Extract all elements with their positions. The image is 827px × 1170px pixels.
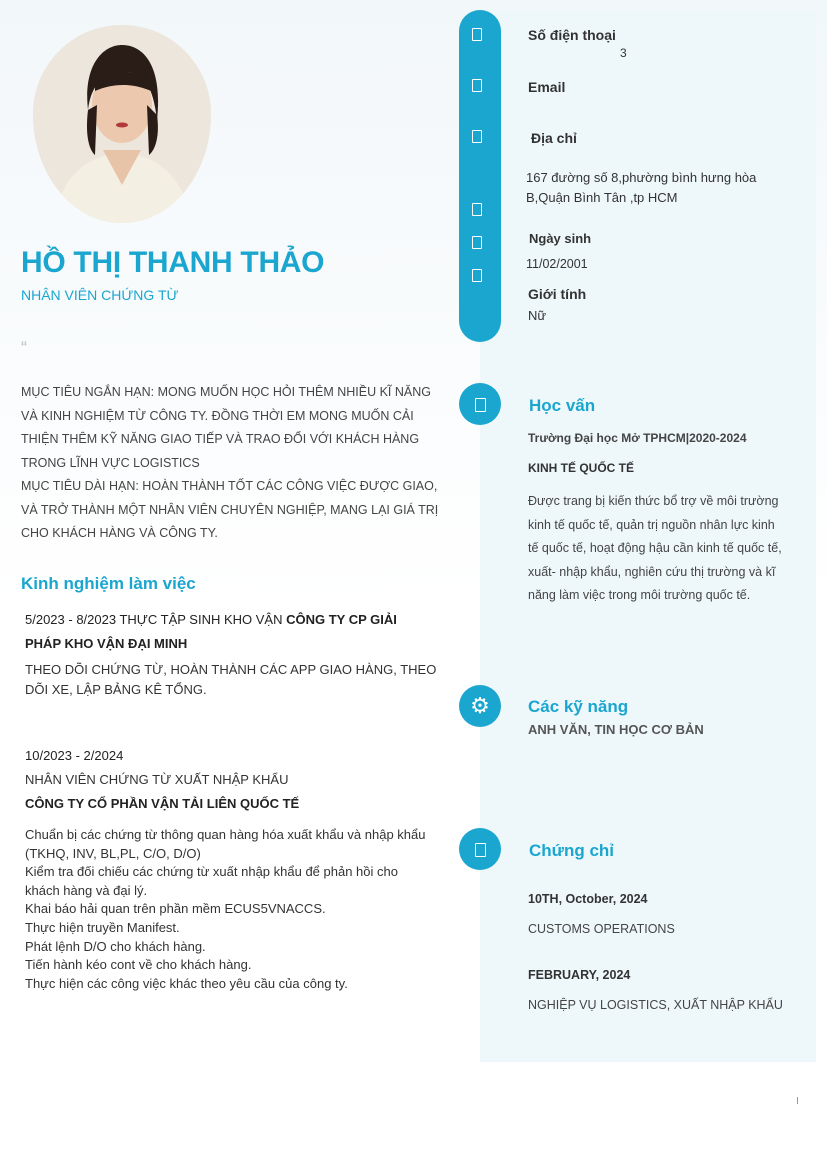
certificates-title: Chứng chỉ bbox=[529, 841, 615, 860]
job2-task: Khai báo hải quan trên phần mềm ECUS5VNACCS. bbox=[25, 901, 326, 917]
job2-task: Kiểm tra đối chiếu các chứng từ xuất nhập khẩu để phản hồi cho bbox=[25, 864, 398, 880]
birthday-icon bbox=[468, 233, 486, 251]
certificate-icon bbox=[459, 828, 501, 870]
phone-label: Số điện thoại bbox=[528, 27, 616, 43]
job2-task: Thực hiện truyền Manifest. bbox=[25, 919, 180, 935]
dob-label: Ngày sinh bbox=[529, 231, 592, 246]
skills-value: ANH VĂN, TIN HỌC CƠ BẢN bbox=[528, 722, 704, 737]
certificate-1-date: 10TH, October, 2024 bbox=[528, 892, 648, 906]
education-line: xuất- nhập khẩu, nghiên cứu thị trường và kĩ bbox=[528, 564, 776, 579]
page-mark bbox=[797, 1097, 798, 1104]
education-line: kinh tế quốc tế, quản trị nguồn nhân lực kinh bbox=[528, 517, 775, 532]
phone-icon bbox=[468, 25, 486, 43]
skills-title: Các kỹ năng bbox=[528, 697, 629, 716]
education-school: Trường Đại học Mở TPHCM|2020-2024 bbox=[528, 431, 747, 445]
email-icon bbox=[468, 76, 486, 94]
job2-company: CÔNG TY CỔ PHẦN VẬN TẢI LIÊN QUỐC TẾ bbox=[25, 796, 300, 811]
job1-desc-line: THEO DÕI CHỨNG TỪ, HOÀN THÀNH CÁC APP GIAO HÀNG, THEO bbox=[25, 662, 437, 677]
objective-long: MỤC TIÊU DÀI HẠN: HOÀN THÀNH TỐT CÁC CÔNG VIỆC ĐƯỢC GIAO, VÀ TRỞ THÀNH MỘT NHÂN VIÊN CHUYÊN NGHIỆP, MANG LẠI GIÁ TRỊ CHO KHÁCH HÀNG VÀ CÔNG TY. bbox=[21, 479, 439, 540]
education-major: KINH TẾ QUỐC TẾ bbox=[528, 461, 635, 475]
job2-role: NHÂN VIÊN CHỨNG TỪ XUẤT NHẬP KHẨU bbox=[25, 772, 289, 787]
certificate-2-name: NGHIỆP VỤ LOGISTICS, XUẤT NHẬP KHẨU bbox=[528, 998, 783, 1012]
job2-task: khách hàng và đại lý. bbox=[25, 882, 148, 898]
contact-bar bbox=[459, 10, 501, 342]
job2-tasks bbox=[25, 826, 450, 993]
certificate-2-date: FEBRUARY, 2024 bbox=[528, 968, 631, 982]
gender-icon bbox=[468, 266, 486, 284]
certificate-1-name: CUSTOMS OPERATIONS bbox=[528, 922, 675, 936]
education-title: Học vấn bbox=[529, 396, 596, 415]
address-line: 167 đường số 8,phường bình hưng hòa bbox=[526, 170, 757, 185]
education-line: năng làm việc trong môi trường quốc tế. bbox=[528, 588, 751, 602]
education-line: tế quốc tế, hoạt động hậu cần kinh tế quốc tế, bbox=[528, 541, 782, 555]
address-line: B,Quận Bình Tân ,tp HCM bbox=[526, 190, 678, 205]
objective-short: MỤC TIÊU NGẮN HẠN: MONG MUỐN HỌC HỎI THÊM NHIỀU KĨ NĂNG VÀ KINH NGHIỆM TỪ CÔNG TY. ĐỒNG THỜI EM MONG MUỐN CẢI THIỆN THÊM KỸ NĂNG GIAO TIẾP VÀ TRAO ĐỔI VỚI KHÁCH HÀNG TRONG LĨNH VỰC LOGISTICS bbox=[21, 385, 431, 470]
email-label: Email bbox=[528, 79, 566, 95]
job1-company-b: PHÁP KHO VẬN ĐẠI MINH bbox=[25, 636, 188, 651]
job-title: NHÂN VIÊN CHỨNG TỪ bbox=[21, 287, 179, 303]
job1-desc-line: DÕI XE, LẬP BẢNG KÊ TỔNG. bbox=[25, 682, 207, 697]
phone-value: 3 bbox=[620, 46, 627, 60]
job1-header bbox=[25, 608, 445, 656]
quote-mark: “ bbox=[21, 338, 27, 358]
experience-title: Kinh nghiệm làm việc bbox=[21, 574, 196, 593]
job2-task: Thực hiện các công việc khác theo yêu cầu của công ty. bbox=[25, 975, 348, 991]
job2-task: Phát lệnh D/O cho khách hàng. bbox=[25, 938, 206, 954]
calendar-icon bbox=[468, 200, 486, 218]
address-icon bbox=[468, 127, 486, 145]
dob-value: 11/02/2001 bbox=[526, 257, 588, 271]
job1-description bbox=[25, 660, 445, 700]
candidate-name: HỒ THỊ THANH THẢO bbox=[21, 246, 325, 279]
job2-task: (TKHQ, INV, BL,PL, C/O, D/O) bbox=[25, 845, 201, 861]
address-label: Địa chỉ bbox=[531, 130, 577, 146]
education-description bbox=[528, 490, 813, 608]
address-value bbox=[526, 168, 756, 208]
education-line: Được trang bị kiến thức bổ trợ về môi trường bbox=[528, 494, 779, 508]
gear-icon: ⚙ bbox=[459, 685, 501, 727]
education-icon bbox=[459, 383, 501, 425]
career-objective bbox=[21, 381, 446, 546]
job1-period-role: 5/2023 - 8/2023 THỰC TẬP SINH KHO VẬN bbox=[25, 612, 287, 627]
job2-task: Chuẩn bị các chứng từ thông quan hàng hóa xuất khẩu và nhập khẩu bbox=[25, 827, 426, 842]
job2-task: Tiến hành kéo cont về cho khách hàng. bbox=[25, 957, 252, 973]
gender-value: Nữ bbox=[528, 308, 547, 323]
job1-company-a: CÔNG TY CP GIẢI bbox=[286, 612, 397, 627]
job2-period: 10/2023 - 2/2024 bbox=[25, 748, 124, 763]
gender-label: Giới tính bbox=[528, 286, 587, 302]
